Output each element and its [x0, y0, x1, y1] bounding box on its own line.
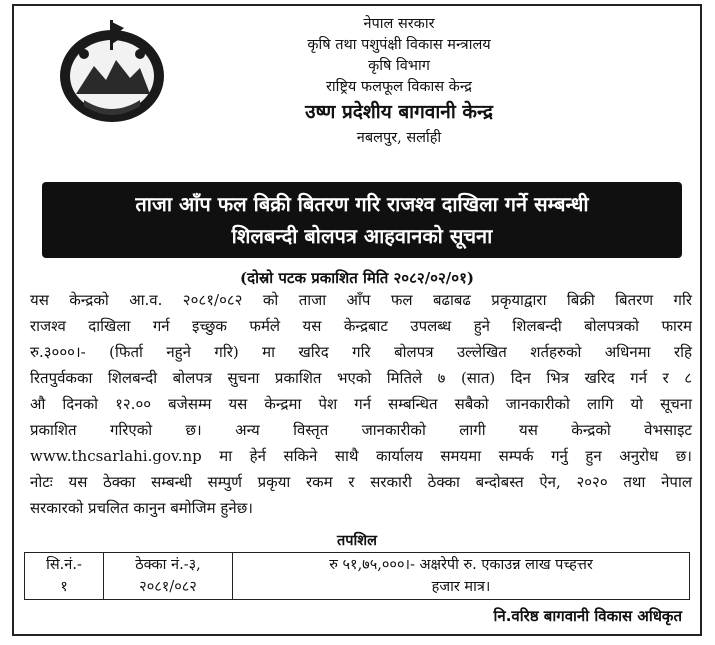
body-line-1: यस केन्द्रको आ.व. २०८१/०८२ को ताजा आँप फल बढाबढ प्रकृयाद्वारा बिक्री बितरण गरि — [30, 291, 692, 309]
notice-page — [12, 4, 702, 636]
header-department: कृषि विभाग — [368, 58, 430, 74]
serial-value: १ — [60, 579, 68, 595]
header-address: नबलपुर, सर्लाही — [356, 130, 442, 146]
signatory-title: नि.वरिष्ठ बागवानी विकास अधिकृत — [493, 607, 682, 625]
notice-title-line2: शिलबन्दी बोलपत्र आहवानको सूचना — [231, 224, 493, 248]
body-line-8-note: नोटः यस ठेक्का सम्बन्धी सम्पुर्ण प्रकृया रकम र सरकारी ठेक्का बन्दोबस्त ऐन, २०२० तथा नेपाल — [30, 473, 692, 491]
body-line-4: रितपुर्वकका शिलबन्दी बोलपत्र सुचना प्रकाशित भएको मितिले ७ (सात) दिन भित्र खरिद गर्न र ८ — [30, 369, 692, 387]
schedule-table — [24, 552, 690, 600]
table-row — [25, 553, 690, 600]
body-line-2: राजश्व दाखिला गर्न इच्छुक फर्मले यस केन्द्रबाट उपलब्ध हुने शिलबन्दी बोलपत्रको फारम — [30, 317, 692, 335]
serial-number-cell — [25, 553, 104, 600]
schedule-title: तपशिल — [337, 532, 377, 549]
body-line-6: प्रकाशित गरिएको छ। अन्य विस्तृत जानकारीको लागी यस केन्द्रको वेभसाइट — [30, 421, 692, 439]
contract-number-cell — [104, 553, 233, 600]
body-line-9: सरकारको प्रचलित कानुन बमोजिम हुनेछ। — [30, 499, 253, 517]
body-line-3: रु.३०००।- (फिर्ता नहुने गरि) मा खरिद गरि बोलपत्र उल्लेखित शर्तहरुको अधिनमा रहि — [30, 343, 692, 361]
publication-date-note: (दोस्रो पटक प्रकाशित मिति २०८२/०२/०१) — [240, 269, 474, 287]
amount-cell — [233, 553, 690, 600]
serial-label: सि.नं.- — [46, 557, 82, 573]
notice-title-banner — [42, 182, 682, 258]
body-line-7-website: www.thcsarlahi.gov.np मा हेर्न सकिने साथै कार्यालय समयमा सम्पर्क गर्नु हुन अनुरोध छ। — [30, 447, 692, 465]
amount-line-2: हजार मात्र। — [431, 579, 491, 595]
header-office: उष्ण प्रदेशीय बागवानी केन्द्र — [305, 101, 493, 123]
contract-fiscal-year: २०८१/०८२ — [139, 579, 197, 595]
amount-line-1: रु ५१,७५,०००।- अक्षरेपी रु. एकाउन्न लाख पच्हत्तर — [329, 557, 593, 573]
body-line-5: औ दिनको १२.०० बजेसम्म यस केन्द्रमा पेश गर्न सम्बन्धित सबैको जानकारीको लागि यो सूचना — [30, 395, 692, 413]
notice-title-line1: ताजा आँप फल बिक्री बितरण गरि राजश्व दाखिला गर्ने सम्बन्धी — [135, 192, 589, 216]
header-government: नेपाल सरकार — [363, 16, 435, 32]
header-ministry: कृषि तथा पशुपंक्षी विकास मन्त्रालय — [307, 37, 491, 53]
contract-label: ठेक्का नं.-३, — [135, 557, 201, 573]
header-center: राष्ट्रिय फलफूल विकास केन्द्र — [326, 79, 472, 95]
